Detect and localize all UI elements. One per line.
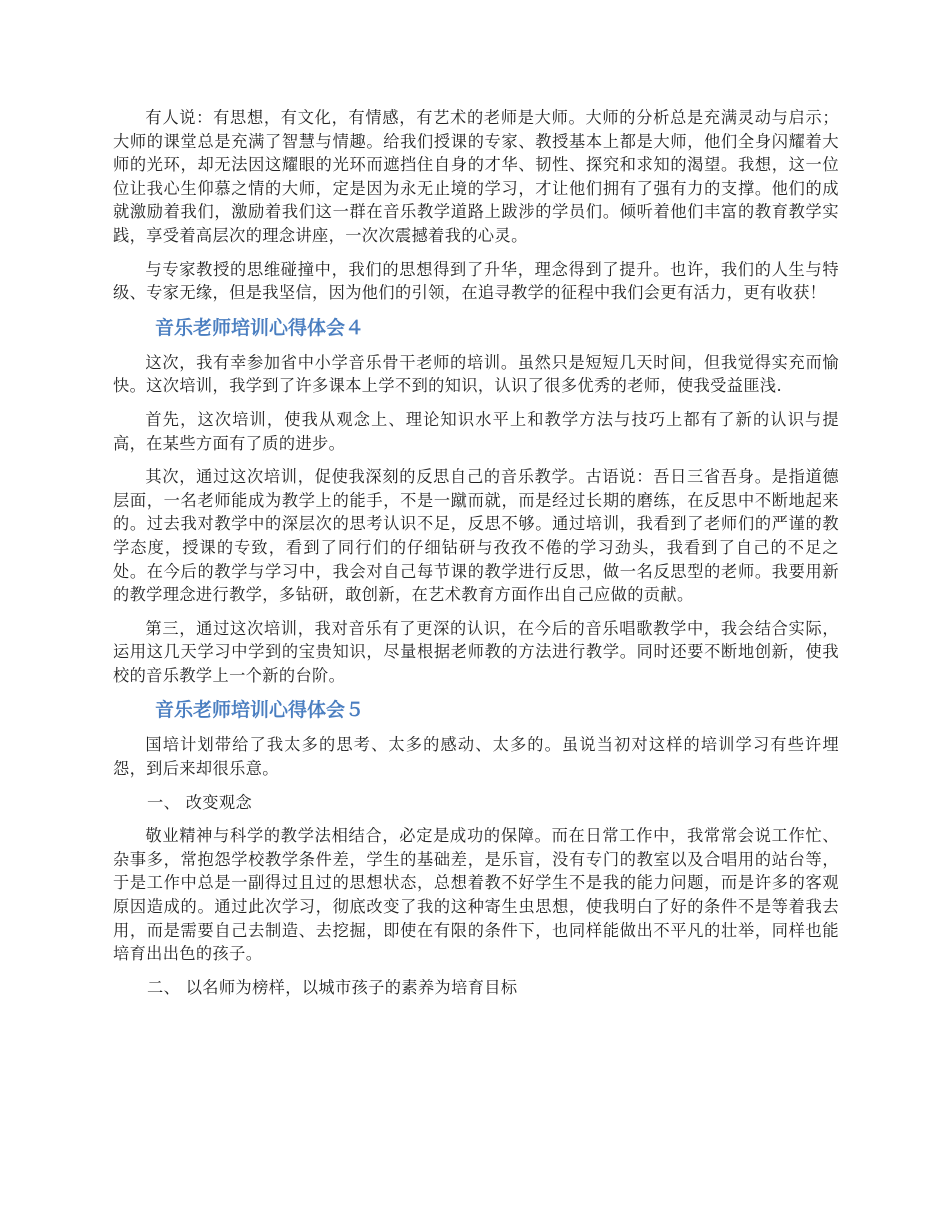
paragraph: 其次，通过这次培训，促使我深刻的反思自己的音乐教学。古语说：吾日三省吾身。是指道德层面，一名老师能成为教学上的能手，不是一蹴而就，而是经过长期的磨练，在反思中不断地起来的。过去我对教学中的深层次的思考认识不足，反思不够。通过培训，我看到了老师们的严谨的教学态度，授课的专致，看到了同行们的仔细钻研与孜孜不倦的学习劲头，我看到了自己的不足之处。在今后的教学与学习中，我会对自己每节课的教学进行反思，做一名反思型的老师。我要用新的教学理念进行教学，多钻研，敢创新，在艺术教育方面作出自己应做的贡献。 <box>113 467 839 605</box>
paragraph: 与专家教授的思维碰撞中，我们的思想得到了升华，理念得到了提升。也许，我们的人生与特级、专家无缘，但是我坚信，因为他们的引领，在追寻教学的征程中我们会更有活力，更有收获！ <box>113 259 839 303</box>
document-body <box>113 106 839 1009</box>
paragraph: 第三，通过这次培训，我对音乐有了更深的认识，在今后的音乐唱歌教学中，我会结合实际，运用这几天学习中学到的宝贵知识，尽量根据老师教的方法进行教学。同时还要不断地创新，使我校的音乐教学上一个新的台阶。 <box>113 618 839 685</box>
section-heading-4: 音乐老师培训心得体会４ <box>155 316 365 339</box>
list-item-2: 二、 以名师为榜样，以城市孩子的素养为培育目标 <box>147 977 518 997</box>
paragraph: 国培计划带给了我太多的思考、太多的感动、太多的。虽说当初对这样的培训学习有些许埋怨，到后来却很乐意。 <box>113 735 839 779</box>
list-item-1: 一、 改变观念 <box>147 792 253 812</box>
paragraph: 有人说：有思想，有文化，有情感，有艺术的老师是大师。大师的分析总是充满灵动与启示；大师的课堂总是充满了智慧与情趣。给我们授课的专家、教授基本上都是大师，他们全身闪耀着大师的光环，却无法因这耀眼的光环而遮挡住自身的才华、韧性、探究和求知的渴望。我想，这一位位让我心生仰慕之情的大师，定是因为永无止境的学习，才让他们拥有了强有力的支撑。他们的成就激励着我们，激励着我们这一群在音乐教学道路上跋涉的学员们。倾听着他们丰富的教育教学实践，享受着高层次的理念讲座，一次次震撼着我的心灵。 <box>113 108 839 245</box>
section-heading-5: 音乐老师培训心得体会５ <box>155 699 365 722</box>
paragraph: 敬业精神与科学的教学法相结合，必定是成功的保障。而在日常工作中，我常常会说工作忙、杂事多，常抱怨学校教学条件差，学生的基础差，是乐盲，没有专门的教室以及合唱用的站台等，于是工作中总是一副得过且过的思想状态，总想着教不好学生不是我的能力问题，而是许多的客观原因造成的。通过此次学习，彻底改变了我的这种寄生虫思想，使我明白了好的条件不是等着我去用，而是需要自己去制造、去挖掘，即使在有限的条件下，也同样能做出不平凡的壮举，同样也能培育出出色的孩子。 <box>113 826 839 964</box>
paragraph: 这次，我有幸参加省中小学音乐骨干老师的培训。虽然只是短短几天时间，但我觉得实充而愉快。这次培训，我学到了许多课本上学不到的知识，认识了很多优秀的老师，使我受益匪浅. <box>113 352 839 396</box>
paragraph: 首先，这次培训，使我从观念上、理论知识水平上和教学方法与技巧上都有了新的认识与提高，在某些方面有了质的进步。 <box>113 409 839 453</box>
